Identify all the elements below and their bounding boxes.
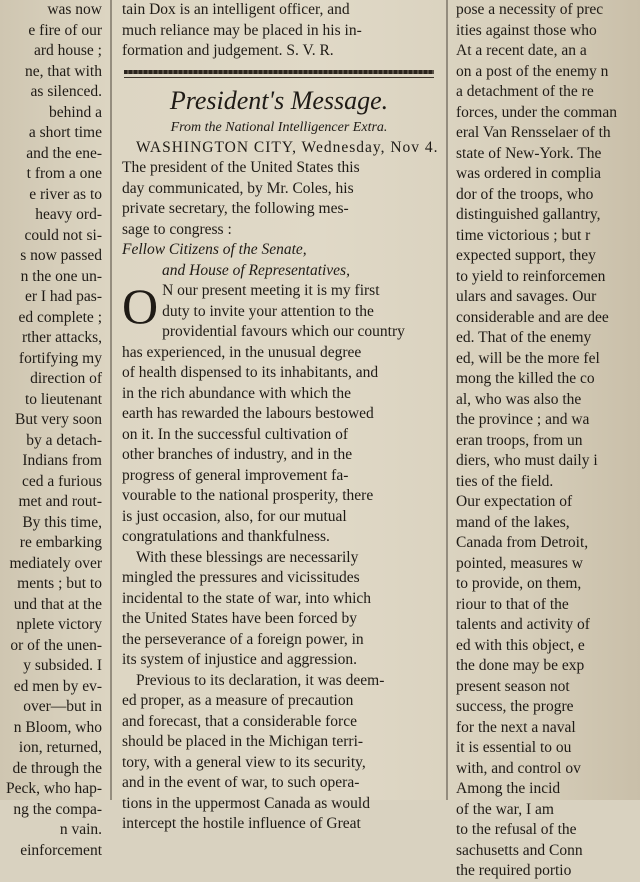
text-line: as silenced.: [30, 83, 102, 100]
text-line: nplete victory: [16, 616, 102, 633]
right-column: [452, 0, 640, 879]
text-line: ard house ;: [33, 42, 102, 59]
text-line: de through the: [12, 759, 102, 777]
text-line: ities against those who: [456, 21, 597, 39]
text-line: progress of general improvement fa-: [122, 466, 349, 484]
text-line: met and rout-: [18, 493, 102, 510]
text-line: Peck, who hap-: [6, 780, 102, 797]
text-line: s now passed: [20, 247, 102, 264]
text-line: a short time: [28, 124, 102, 141]
left-column: [0, 0, 104, 859]
text-line: time victorious ; but r: [456, 226, 591, 244]
text-line: success, the progre: [456, 698, 574, 715]
text-line: ced a furious: [21, 472, 102, 490]
text-line: e river as to: [29, 185, 102, 203]
article-title: President's Message.: [169, 85, 389, 115]
text-line: and in the event of war, to such opera-: [122, 774, 360, 791]
text-line: n Bloom, who: [13, 718, 102, 736]
text-line: pointed, measures w: [456, 554, 583, 572]
column-rule-left: [110, 0, 112, 800]
text-line: private secretary, the following mes-: [122, 200, 349, 217]
text-line: tain Dox is an intelligent officer, and: [122, 1, 350, 18]
drop-cap: O: [122, 278, 159, 334]
text-line: the required portio: [456, 862, 572, 879]
intro-paragraph: [118, 158, 440, 240]
text-line: distinguished gallantry,: [456, 206, 601, 223]
text-line: was ordered in complia: [456, 165, 602, 182]
text-line: fortifying my: [18, 349, 102, 367]
text-line: to yield to reinforcemen: [456, 267, 606, 285]
text-line: N our present meeting it is my first: [162, 282, 380, 299]
text-line: al, who was also the: [456, 390, 582, 408]
text-line: expected support, they: [456, 247, 596, 264]
text-line: has experienced, in the unusual degree: [122, 343, 362, 361]
text-line: einforcement: [20, 841, 102, 859]
text-line: the perseverance of a foreign power, in: [122, 630, 364, 648]
text-line: for the next a naval: [456, 718, 576, 736]
text-line: ments ; but to: [17, 575, 102, 592]
article-source: From the National Intelligencer Extra.: [170, 119, 388, 135]
thin-divider: [124, 77, 434, 78]
text-line: ties of the field.: [456, 472, 554, 490]
text-line: its system of injustice and aggression.: [122, 651, 358, 668]
text-line: mong the killed the co: [456, 370, 595, 387]
text-line: ed. That of the enemy: [456, 329, 592, 346]
text-line: behind a: [49, 103, 102, 121]
text-line: eran troops, from un: [456, 431, 583, 449]
text-line: present season not: [456, 677, 570, 695]
text-line: mand of the lakes,: [456, 513, 570, 531]
text-line: earth has rewarded the labours bestowed: [122, 405, 374, 422]
text-line: congratulations and thankfulness.: [122, 528, 330, 545]
text-line: tory, with a general view to its security,: [122, 753, 366, 771]
text-line: sachusetts and Conn: [456, 841, 583, 859]
text-line: incidental to the state of war, into which: [122, 589, 372, 607]
text-line: state of New-York. The: [456, 144, 602, 162]
text-line: Previous to its declaration, it was deem-: [136, 671, 385, 689]
text-line: ed with this object, e: [456, 636, 585, 654]
text-line: ed complete ;: [18, 308, 102, 326]
text-line: At a recent date, an a: [456, 42, 587, 59]
text-line: day communicated, by Mr. Coles, his: [122, 179, 354, 197]
middle-column: [118, 0, 440, 832]
text-line: providential favours which our country: [162, 323, 405, 340]
text-line: er I had pas-: [24, 288, 102, 305]
text-line: eral Van Rensselaer of th: [456, 124, 611, 141]
text-line: formation and judgement. S. V. R.: [122, 42, 334, 59]
text-line: vourable to the national prosperity, there: [122, 487, 374, 504]
column-rule-right: [446, 0, 448, 800]
text-line: ed proper, as a measure of precaution: [122, 692, 354, 709]
dateline: WASHINGTON CITY, Wednesday, Nov 4.: [136, 138, 439, 156]
text-line: is just occasion, also, for our mutual: [122, 507, 347, 525]
text-line: pose a necessity of prec: [456, 1, 604, 18]
text-line: ed, will be the more fel: [456, 349, 600, 367]
text-line: heavy ord-: [35, 206, 102, 223]
text-line: und that at the: [13, 595, 102, 613]
paragraph-1-rest: [118, 322, 440, 548]
text-line: riour to that of the: [456, 595, 569, 613]
text-line: was now: [47, 1, 102, 18]
text-line: n vain.: [59, 821, 102, 838]
previous-article-ending: [118, 0, 440, 62]
text-line: t from a one: [26, 165, 102, 182]
text-line: direction of: [30, 370, 102, 387]
text-line: mediately over: [9, 554, 102, 572]
text-line: ng the compa-: [13, 800, 102, 818]
text-line: over—but in: [23, 698, 102, 715]
salutation-house: and House of Representatives,: [162, 261, 350, 279]
text-line: and the ene-: [26, 144, 102, 162]
text-line: to provide, on them,: [456, 575, 582, 592]
text-line: ion, returned,: [18, 739, 102, 756]
text-line: sage to congress :: [122, 220, 232, 238]
text-line: dor of the troops, who: [456, 185, 594, 203]
text-line: the done may be exp: [456, 657, 585, 674]
paragraph-2: [118, 548, 440, 671]
text-line: duty to invite your attention to the: [162, 302, 374, 320]
text-line: much reliance may be placed in his in-: [122, 21, 362, 39]
text-line: on a post of the enemy n: [456, 62, 609, 80]
text-line: of health dispensed to its inhabitants, and: [122, 364, 379, 381]
text-line: it is essential to ou: [456, 739, 572, 756]
text-line: of the war, I am: [456, 800, 554, 818]
text-line: By this time,: [22, 513, 102, 531]
text-line: ed men by ev-: [13, 677, 102, 695]
text-line: The president of the United States this: [122, 159, 360, 176]
heavy-divider: [124, 70, 434, 74]
text-line: should be placed in the Michigan terri-: [122, 733, 364, 750]
text-line: With these blessings are necessarily: [136, 548, 359, 566]
text-line: or of the unen-: [10, 636, 102, 654]
text-line: mingled the pressures and vicissitudes: [122, 569, 360, 586]
text-line: the province ; and wa: [456, 411, 590, 428]
text-line: to the refusal of the: [456, 821, 577, 838]
text-line: n the one un-: [20, 267, 102, 285]
text-line: the United States have been forced by: [122, 610, 357, 627]
paragraph-3: [118, 671, 440, 835]
text-line: considerable and are dee: [456, 308, 609, 326]
text-line: intercept the hostile influence of Great: [122, 815, 361, 832]
text-line: with, and control ov: [456, 759, 581, 777]
text-line: a detachment of the re: [456, 83, 594, 100]
text-line: rther attacks,: [21, 329, 102, 346]
text-line: forces, under the comman: [456, 103, 617, 121]
text-line: re embarking: [19, 534, 102, 551]
text-line: Our expectation of: [456, 493, 573, 510]
text-line: Indians from: [22, 452, 102, 469]
text-line: talents and activity of: [456, 616, 590, 633]
text-line: But very soon: [15, 411, 102, 428]
text-line: e fire of our: [28, 21, 102, 39]
salutation-senate: Fellow Citizens of the Senate,: [122, 241, 307, 258]
text-line: tions in the uppermost Canada as would: [122, 794, 370, 812]
text-line: by a detach-: [26, 431, 102, 449]
text-line: Canada from Detroit,: [456, 534, 589, 551]
text-line: on it. In the successful cultivation of: [122, 425, 348, 443]
text-line: Among the incid: [456, 780, 561, 797]
text-line: and forecast, that a considerable force: [122, 712, 357, 730]
text-line: ulars and savages. Our: [456, 288, 597, 305]
text-line: diers, who must daily i: [456, 452, 598, 469]
text-line: in the rich abundance with which the: [122, 384, 351, 402]
text-line: y subsided. I: [23, 657, 102, 674]
text-line: other branches of industry, and in the: [122, 446, 353, 463]
text-line: ne, that with: [24, 62, 102, 80]
text-line: could not si-: [24, 226, 102, 244]
text-line: to lieutenant: [24, 390, 102, 408]
